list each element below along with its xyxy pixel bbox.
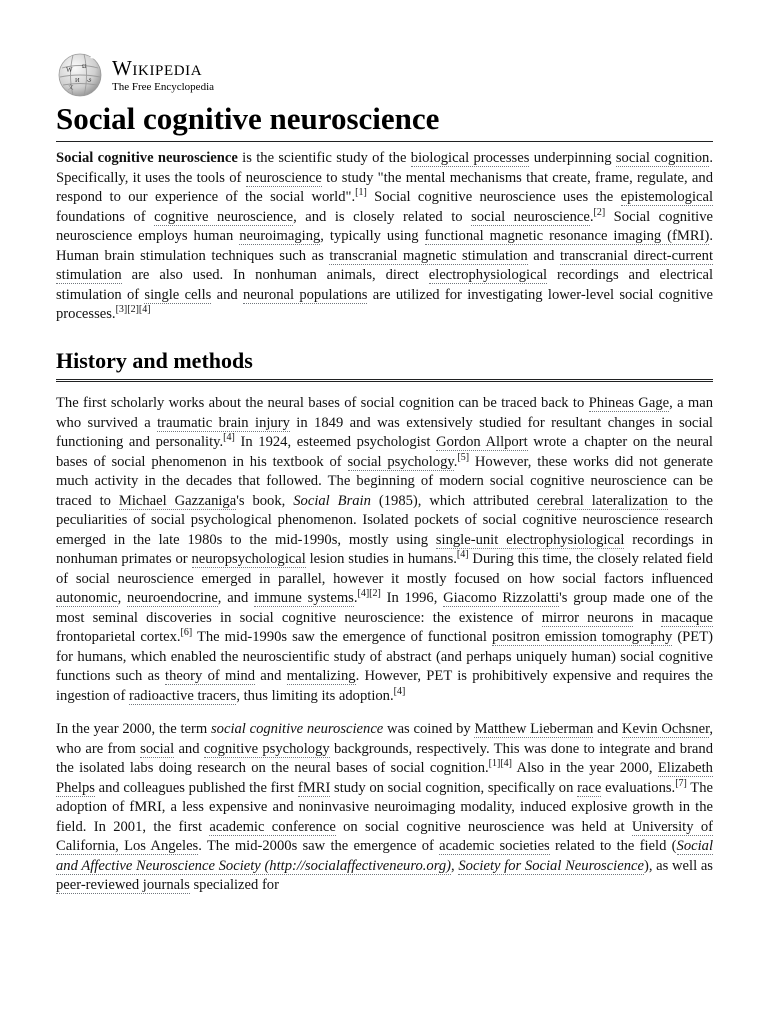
text-run: and — [174, 740, 204, 757]
article-link[interactable]: mirror neurons — [541, 609, 634, 626]
wikipedia-globe-icon[interactable] — [56, 53, 104, 97]
text-run: study on social cognition, specifically on — [330, 779, 578, 796]
text-run: . — [589, 208, 594, 225]
article-link[interactable]: traumatic brain injury — [157, 414, 290, 431]
article-link-italic[interactable]: Society for Social Neuroscience — [458, 857, 644, 874]
article-link[interactable]: autonomic — [56, 590, 118, 607]
article-link[interactable]: neuronal populations — [242, 286, 368, 303]
article-link[interactable]: cognitive neuroscience — [154, 208, 294, 225]
citation-ref[interactable]: [4] — [456, 549, 469, 561]
text-run: During this time, the closely related field of social neuroscience emerged in parallel, however it mostly focused on how social factors influenced — [56, 551, 713, 587]
article-link[interactable]: academic conference — [209, 818, 336, 835]
svg-text:W: W — [66, 66, 73, 74]
text-run: and — [527, 247, 560, 264]
citation-ref[interactable]: [1][4] — [488, 758, 512, 770]
article-link[interactable]: biological processes — [410, 150, 530, 167]
text-run: foundations of — [56, 208, 155, 225]
text-run: . — [453, 453, 458, 470]
text-run: and — [211, 286, 243, 303]
text-run: , a man who survived a — [56, 395, 713, 431]
article-link[interactable]: macaque — [661, 609, 714, 626]
text-run: frontoparietal cortex. — [56, 629, 181, 646]
article-link[interactable]: theory of mind — [165, 668, 256, 685]
wikipedia-wordmark — [112, 55, 215, 93]
article-link[interactable]: cognitive psychology — [203, 740, 330, 757]
article-link[interactable]: Giacomo Rizzolatti — [443, 590, 560, 607]
citation-ref[interactable]: [2] — [593, 206, 606, 218]
text-run: , who are from — [56, 721, 714, 757]
text-run: are utilized for investigating lower-level social cognitive processes. — [56, 286, 713, 323]
text-run: (PET) for humans, which enabled the neuroscientific study of abstract (and perhaps uniquely human) social cognitive functions such as — [56, 629, 713, 685]
text-run: , typically using — [320, 228, 425, 245]
bold-term: Social cognitive neuroscience — [56, 150, 238, 167]
text-run: , and — [217, 590, 255, 607]
text-run: and — [593, 721, 622, 738]
article-link[interactable]: peer-reviewed journals — [56, 877, 190, 894]
article-link[interactable]: social psychology — [347, 453, 454, 470]
text-run: to study "the mental mechanisms that create, frame, regulate, and respond to our experience of the social world". — [56, 169, 713, 206]
citation-ref[interactable]: [6] — [180, 627, 193, 639]
article-link[interactable]: neuroscience — [245, 169, 322, 186]
text-run: is the scientific study of the — [237, 150, 411, 167]
citation-ref[interactable]: [4] — [393, 685, 406, 697]
citation-ref[interactable]: [5] — [457, 451, 470, 463]
text-run: on social cognitive neuroscience was held at — [335, 818, 632, 835]
text-run: and — [255, 668, 287, 685]
text-run: wrote a chapter on the neural bases of social phenomenon in his textbook of — [56, 434, 713, 470]
article-link[interactable]: neuroimaging — [239, 228, 321, 245]
article-link[interactable]: single-unit electrophysiological — [435, 531, 625, 548]
article-link[interactable]: neuroendocrine — [127, 590, 218, 607]
text-run: The first scholarly works about the neural bases of social cognition can be traced back to — [56, 395, 589, 412]
text-run: In 1996, — [380, 590, 444, 607]
article-link[interactable]: single cells — [144, 286, 212, 303]
text-run: are also used. In nonhuman animals, direct — [121, 267, 429, 284]
article-link[interactable]: Gordon Allport — [436, 434, 528, 451]
text-run: and colleagues published the first — [94, 779, 298, 796]
text-run: , — [117, 590, 128, 607]
article-link[interactable]: immune systems — [254, 590, 354, 607]
lead-paragraph — [56, 149, 713, 325]
text-run: evaluations. — [601, 779, 676, 796]
svg-text:Ω: Ω — [82, 64, 87, 70]
article-link[interactable]: fMRI — [297, 779, 331, 796]
text-run: in 1849 and was extensively studied for resultant changes in social functioning and personality. — [56, 414, 713, 451]
article-link[interactable]: social neuroscience — [471, 208, 590, 225]
article-link[interactable]: epistemological — [620, 189, 714, 206]
text-run: specialized for — [189, 877, 279, 894]
article-link[interactable]: Matthew Lieberman — [474, 721, 594, 738]
text-run: . — [353, 590, 358, 607]
text-run: underpinning — [529, 150, 616, 167]
citation-ref[interactable]: [1] — [355, 187, 367, 199]
italic-term: social cognitive neuroscience — [211, 721, 384, 738]
text-run: . The mid-2000s saw the emergence of — [198, 838, 440, 855]
text-run: recordings in nonhuman primates or — [56, 531, 714, 568]
section-heading-history: History and methods — [56, 347, 713, 383]
text-run: , — [451, 857, 459, 874]
citation-ref[interactable]: [4][2] — [357, 588, 381, 600]
article-link[interactable]: race — [577, 779, 602, 796]
text-run: The adoption of fMRI, a less expensive and noninvasive neuroimaging modality, induced explosive growth in the field. In 2001, the first — [56, 779, 713, 835]
text-run: In 1924, esteemed psychologist — [234, 434, 437, 451]
text-run: Social cognitive neuroscience employs human — [56, 208, 713, 245]
svg-text:ی: ی — [87, 77, 92, 83]
article-link[interactable]: Elizabeth Phelps — [56, 760, 713, 796]
article-link[interactable]: Kevin Ochsner — [621, 721, 710, 738]
text-run: ), as well as — [643, 857, 713, 874]
citation-ref[interactable]: [3][2][4] — [115, 304, 151, 316]
text-run: However, these works did not generate much activity in the decades that followed. The beginning of modern social cognitive neuroscience can be traced to — [56, 453, 713, 509]
text-run: backgrounds, respectively. This was done to integrate and brand the isolated labs doing research on the neural bases of social cognition. — [56, 740, 713, 777]
history-paragraph-1 — [56, 394, 713, 706]
svg-text:文: 文 — [68, 85, 74, 91]
text-run: was coined by — [383, 721, 475, 738]
text-run: . However, PET is prohibitively expensive and requires the ingestion of — [56, 668, 713, 704]
text-run: (1985), which attributed — [370, 492, 537, 509]
article-link[interactable]: neuropsychological — [191, 551, 306, 568]
wikipedia-name: Wikipedia — [112, 55, 203, 80]
text-run: Also in the year 2000, — [512, 760, 658, 777]
text-run: , thus limiting its adoption. — [236, 687, 394, 704]
text-run: , and is closely related to — [293, 208, 472, 225]
article-link[interactable]: University of California, Los Angeles — [56, 818, 713, 855]
article-link[interactable]: mentalizing — [286, 668, 356, 685]
text-run: . Human brain stimulation techniques such as — [56, 228, 713, 264]
wikipedia-tagline: The Free Encyclopedia — [112, 80, 215, 93]
citation-ref[interactable]: [7] — [675, 777, 687, 789]
text-run: in — [633, 609, 662, 626]
text-run: lesion studies in humans. — [305, 551, 457, 568]
article-link[interactable]: cerebral lateralization — [536, 492, 668, 509]
text-run: related to the field ( — [549, 838, 677, 855]
article-link[interactable]: social cognition — [615, 150, 710, 167]
history-paragraph-2 — [56, 720, 713, 896]
article-link[interactable]: transcranial magnetic stimulation — [329, 247, 528, 264]
italic-term: Social Brain — [293, 492, 371, 509]
text-run: . Specifically, it uses the tools of — [56, 150, 713, 186]
text-run: recordings and electrical stimulation of — [56, 267, 714, 303]
article-link[interactable]: academic societies — [439, 838, 550, 855]
text-run: 's book, — [236, 492, 294, 509]
article-page — [56, 52, 713, 910]
wikipedia-header[interactable] — [56, 52, 713, 98]
text-run: The mid-1990s saw the emergence of functional — [192, 629, 492, 646]
article-link[interactable]: electrophysiological — [428, 267, 548, 284]
article-link[interactable]: functional magnetic resonance imaging (fMRI) — [424, 228, 710, 245]
text-run: 's group made one of the most seminal discoveries in social cognitive neuroscience: the existence of — [56, 590, 713, 626]
article-link[interactable]: radioactive tracers — [128, 687, 237, 704]
article-link[interactable]: positron emission tomography — [492, 629, 673, 646]
article-link[interactable]: transcranial direct-current stimulation — [56, 247, 713, 284]
text-run: In the year 2000, the term — [56, 721, 211, 738]
svg-text:И: И — [75, 77, 80, 84]
article-link-italic[interactable]: Social and Affective Neuroscience Society (http://socialaffectiveneuro.org) — [56, 838, 713, 874]
text-run: Social cognitive neuroscience uses the — [366, 189, 621, 206]
article-link[interactable]: social — [140, 740, 175, 757]
citation-ref[interactable]: [4] — [223, 432, 235, 444]
article-link[interactable]: Phineas Gage — [588, 395, 670, 412]
article-link[interactable]: Michael Gazzaniga — [118, 492, 237, 509]
page-title: Social cognitive neuroscience — [56, 98, 713, 142]
text-run: to the peculiarities of social psychological phenomenon. Isolated pockets of social cognitive neuroscience research emerged in the late 1980s to the mid-1990s, mostly using — [56, 492, 713, 548]
